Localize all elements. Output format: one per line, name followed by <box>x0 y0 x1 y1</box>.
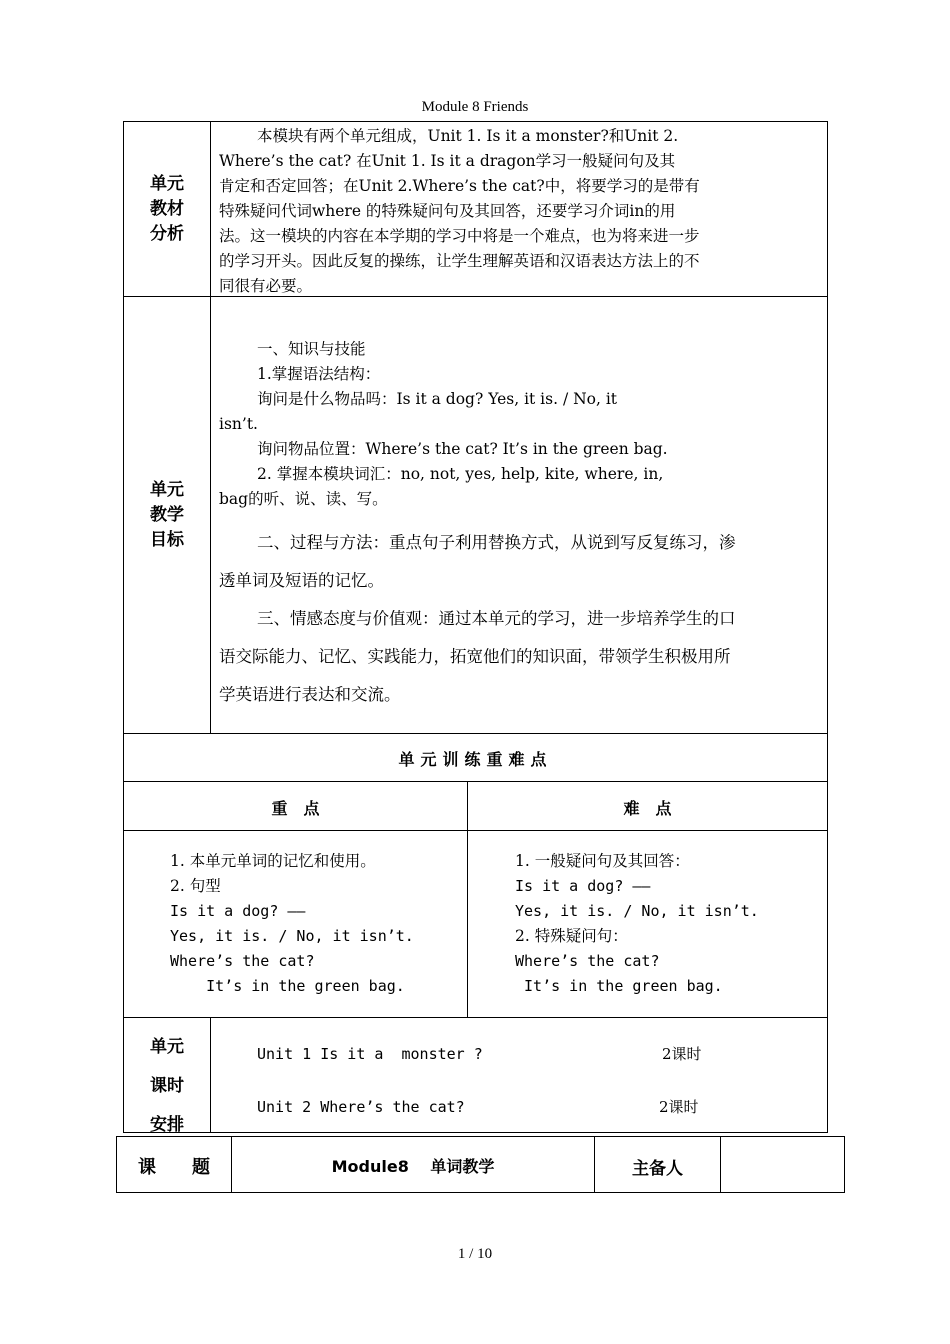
analysis-line: 本模块有两个单元组成，Unit 1. Is it a monster?和Unit 2. <box>257 127 679 145</box>
row-divider <box>123 733 828 734</box>
schedule-unit-2: Unit 2 Where’s the cat? <box>257 1098 465 1116</box>
preparer-label: 主备人 <box>632 1159 683 1179</box>
key-point-line: Is it a dog? —— <box>170 902 306 920</box>
analysis-text <box>219 124 700 299</box>
analysis-label: 单元 教材 分析 <box>150 174 184 244</box>
goals-label: 单元 教学 目标 <box>150 480 184 550</box>
row-divider <box>123 781 828 782</box>
hard-point-line: 2. 特殊疑问句： <box>515 927 628 945</box>
analysis-line: 法。这一模块的内容在本学期的学习中将是一个难点，也为将来进一步 <box>219 227 700 245</box>
hard-point-line: It’s in the green bag. <box>515 977 723 995</box>
goals-section2-line-a: 二、过程与方法：重点句子利用替换方式，从说到写反复练习，渗 <box>257 533 736 552</box>
goals-section3-line-a: 三、情感态度与价值观：通过本单元的学习，进一步培养学生的口 <box>257 609 736 628</box>
analysis-line: 特殊疑问代词where 的特殊疑问句及其回答，还要学习介词in的用 <box>219 202 676 220</box>
page-title: Module 8 Friends <box>421 99 529 115</box>
analysis-line: 肯定和否定回答；在Unit 2.Where’s the cat?中，将要学习的是带有 <box>219 177 700 195</box>
table-border-top <box>123 121 828 122</box>
key-point-line: Where’s the cat? <box>170 952 315 970</box>
row-divider <box>123 830 828 831</box>
goals-item2-line-b: bag的听、说、读、写。 <box>219 490 388 508</box>
label-column-divider <box>210 121 211 733</box>
key-points-heading: 重 点 <box>271 799 320 818</box>
analysis-line: 的学习开头。因此反复的操练，让学生理解英语和汉语表达方法上的不 <box>219 252 700 270</box>
goals-item1-line-a: 询问是什么物品吗：Is it a dog? Yes, it is. / No, it <box>257 390 618 408</box>
key-point-line: Yes, it is. / No, it isn’t. <box>170 927 414 945</box>
key-point-line: 2. 句型 <box>170 877 221 895</box>
goals-item2-line-a: 2. 掌握本模块词汇：no, not, yes, help, kite, where, in, <box>257 465 664 483</box>
table-border-bottom <box>123 1132 828 1133</box>
key-points-list <box>170 849 414 999</box>
schedule-unit-1: Unit 1 Is it a monster ? <box>257 1045 483 1063</box>
schedule-hours-2: 2课时 <box>659 1098 699 1116</box>
goals-section3-line-b: 语交际能力、记忆、实践能力，拓宽他们的知识面，带领学生积极用所 <box>219 647 731 666</box>
goals-item1-line-c: 询问物品位置：Where’s the cat? It’s in the green bag. <box>257 440 668 458</box>
table-border-right <box>827 121 828 1133</box>
hard-point-line: Where’s the cat? <box>515 952 660 970</box>
hard-points-heading: 难 点 <box>623 799 672 818</box>
difficulty-heading: 单元训练重难点 <box>398 750 553 769</box>
analysis-line: 同很有必要。 <box>219 277 313 295</box>
goals-section2-line-b: 透单词及短语的记忆。 <box>219 571 384 590</box>
lesson-table-divider <box>720 1136 721 1193</box>
hard-points-list <box>515 849 759 999</box>
goals-sections <box>219 524 819 714</box>
lesson-table-top <box>116 1136 845 1137</box>
key-point-line: It’s in the green bag. <box>170 977 405 995</box>
hard-point-line: Is it a dog? —— <box>515 877 651 895</box>
page-number: 1 / 10 <box>457 1246 493 1262</box>
lesson-table-right <box>844 1136 845 1193</box>
hard-point-line: 1. 一般疑问句及其回答： <box>515 852 690 870</box>
hard-point-line: Yes, it is. / No, it isn’t. <box>515 902 759 920</box>
label-column-divider-schedule <box>210 1018 211 1132</box>
goals-item1-line-b: isn’t. <box>219 415 258 433</box>
row-divider <box>123 1017 828 1018</box>
topic-value: Module8 单词教学 <box>331 1157 495 1176</box>
goals-section1-title: 一、知识与技能 <box>257 340 366 358</box>
topic-label: 课 题 <box>138 1157 210 1178</box>
analysis-line: Where’s the cat? 在Unit 1. Is it a dragon学习一般疑问句及其 <box>219 152 676 170</box>
key-point-line: 1. 本单元单词的记忆和使用。 <box>170 852 376 870</box>
goals-section3-line-c: 学英语进行表达和交流。 <box>219 685 401 704</box>
schedule-label: 单元 课时 安排 <box>150 1037 184 1135</box>
goals-item1: 1.掌握语法结构： <box>257 365 381 383</box>
lesson-table-bottom <box>116 1192 845 1193</box>
goals-text <box>219 337 668 512</box>
schedule-hours-1: 2课时 <box>662 1045 702 1063</box>
table-border-left <box>123 121 124 1133</box>
